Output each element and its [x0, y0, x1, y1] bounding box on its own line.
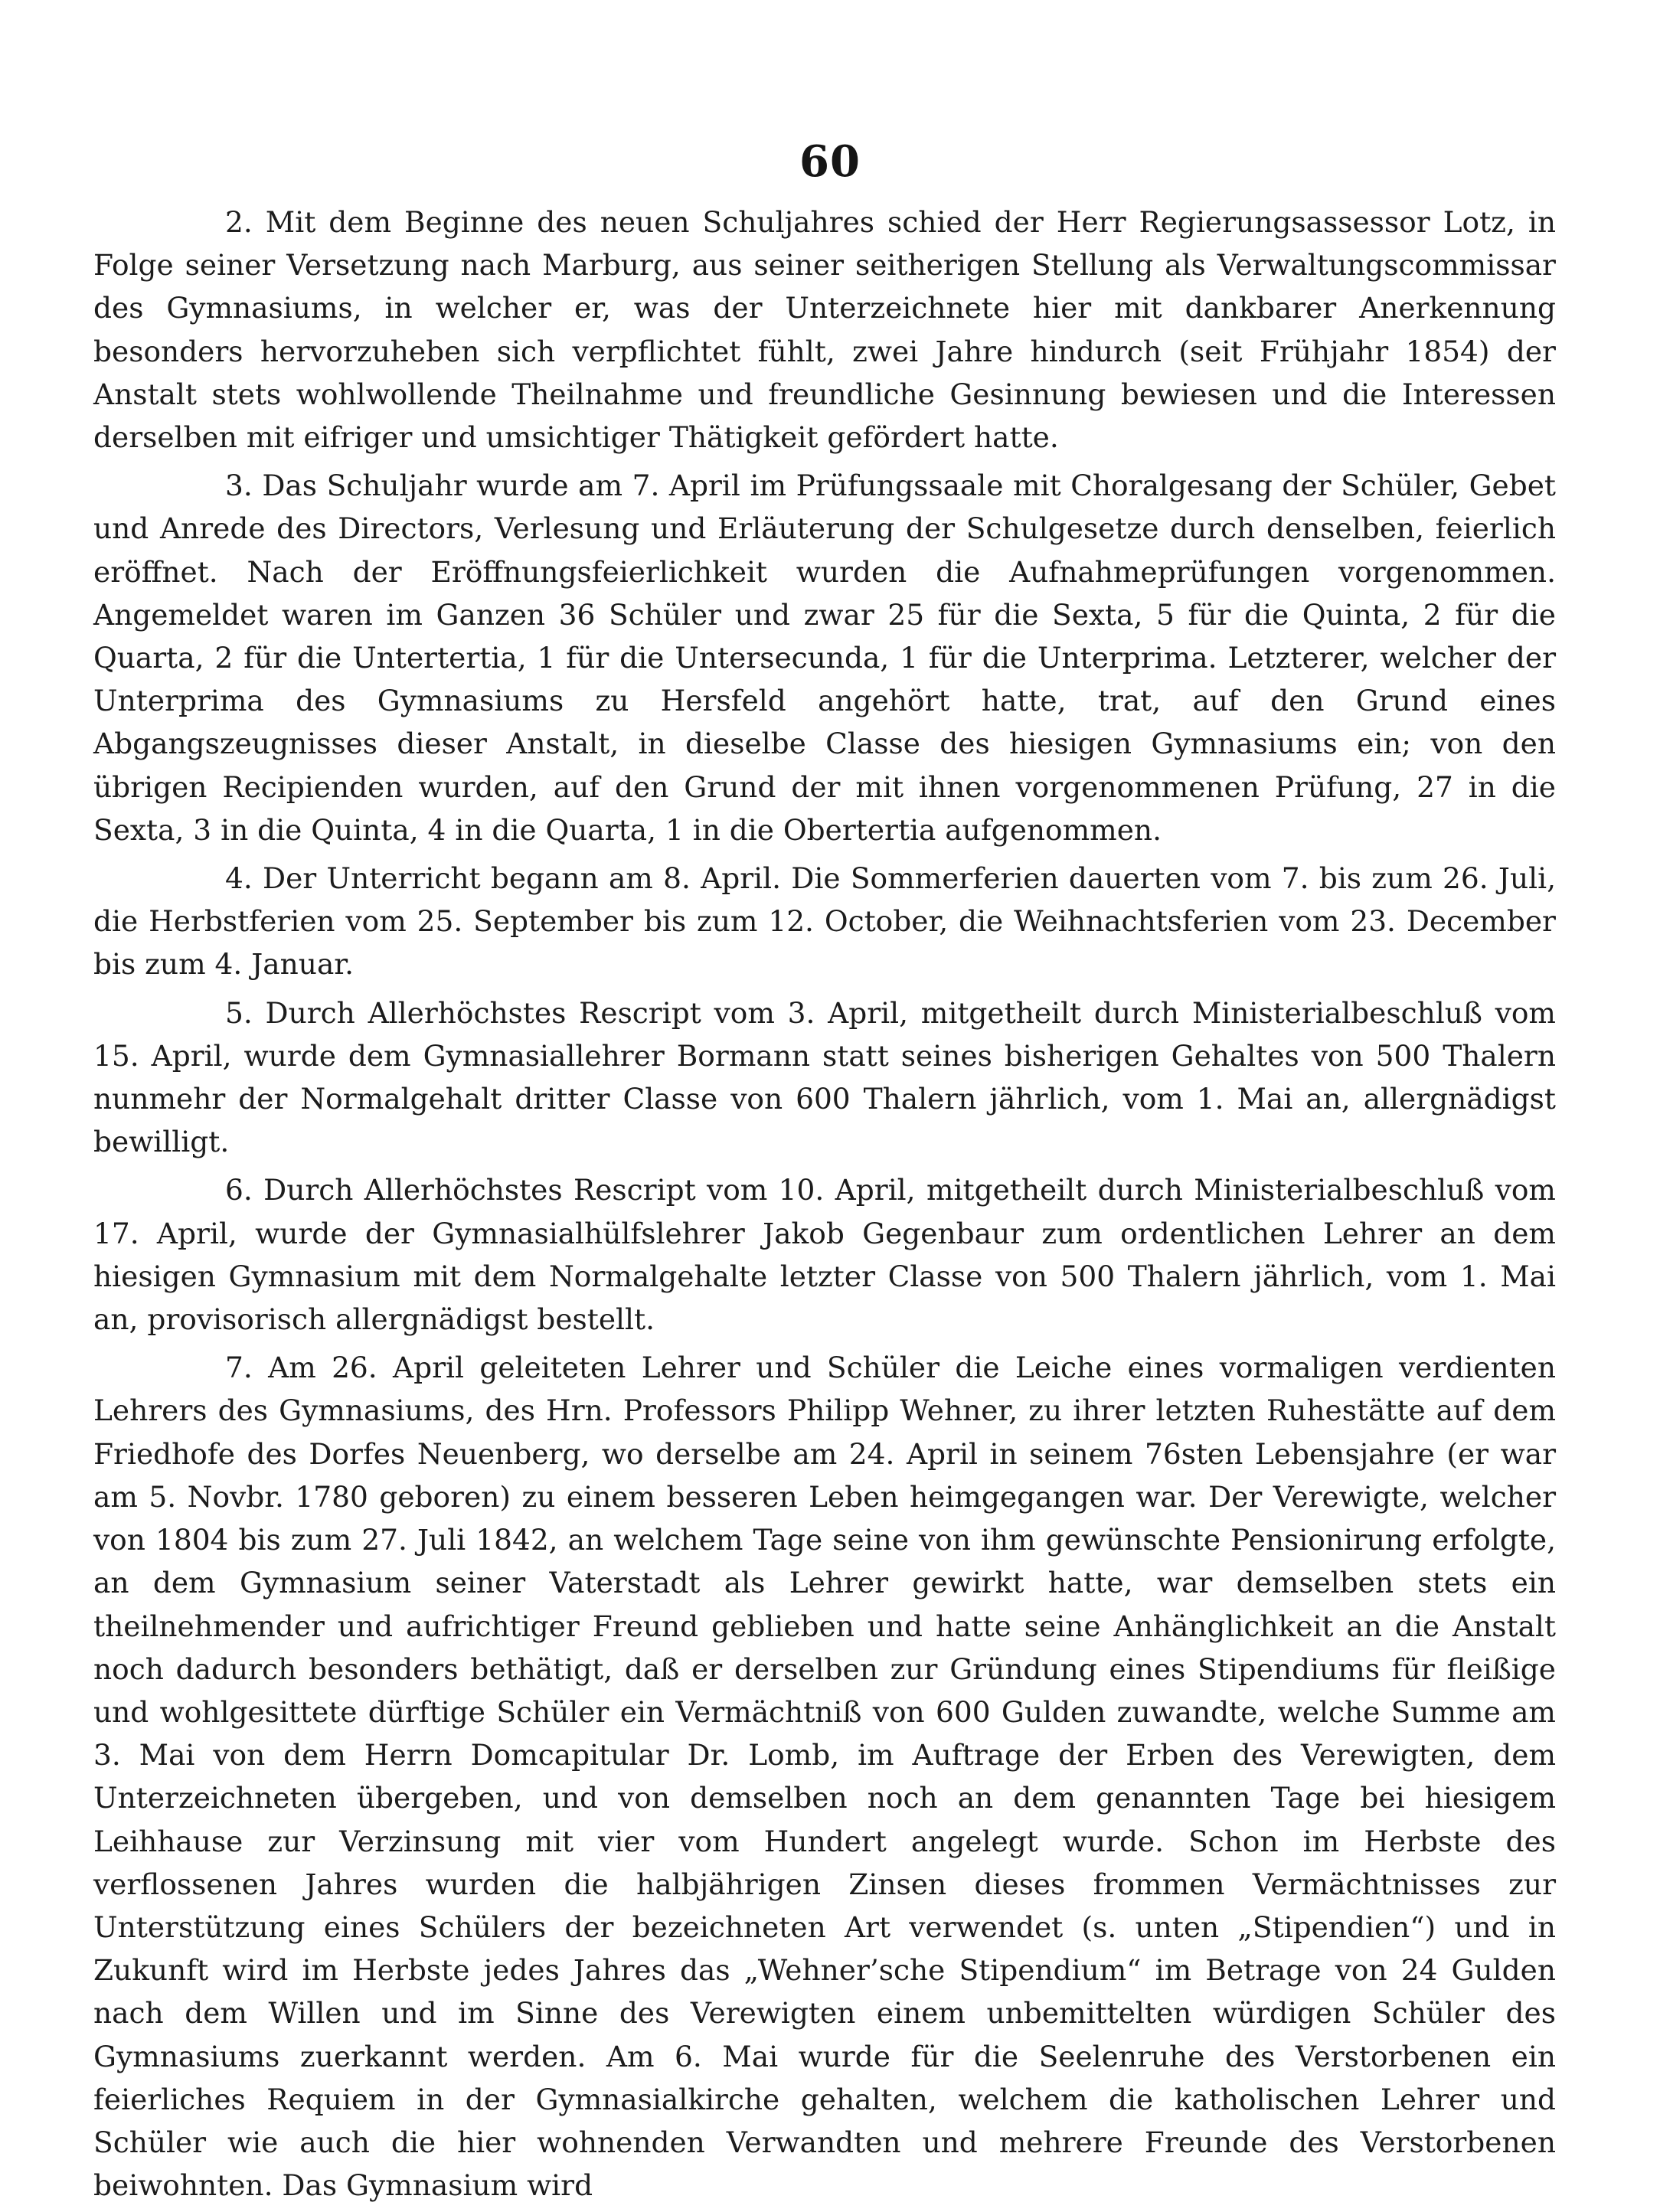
paragraph-text: Mit dem Beginne des neuen Schuljahres schied der Herr Regierungsassessor Lotz, in Folge seiner Versetzung nach Marburg, aus seiner seitherigen Stellung als Verwaltungscommissar des Gymnasiums, in welcher er, was der Unterzeichnete hier mit dankbarer Anerkennung besonders hervorzuheben sich verpflichtet fühlt, zwei Jahre hindurch (seit Frühjahr 1854) der Anstalt stets wohlwollende Theilnahme und freundliche Gesinnung bewiesen und die Interessen derselben mit eifriger und umsichtiger Thätigkeit gefördert hatte.: [93, 205, 1557, 455]
paragraph-text: Das Schuljahr wurde am 7. April im Prüfungssaale mit Choralgesang der Schüler, Gebet und Anrede des Directors, Verlesung und Erläuterung der Schulgesetze durch denselben, feierlich eröffnet. Nach der Eröffnungsfeierlichkeit wurden die Aufnahmeprüfungen vorgenommen. Angemeldet waren im Ganzen 36 Schüler und zwar 25 für die Sexta, 5 für die Quinta, 2 für die Quarta, 2 für die Untertertia, 1 für die Untersecunda, 1 für die Unterprima. Letzterer, welcher der Unterprima des Gymnasiums zu Hersfeld angehört hatte, trat, auf den Grund eines Abgangszeugnisses dieser Anstalt, in dieselbe Classe des hiesigen Gymnasiums ein; von den übrigen Recipienden wurden, auf den Grund der mit ihnen vorgenommenen Prüfung, 27 in die Sexta, 3 in die Quinta, 4 in die Quarta, 1 in die Obertertia aufgenommen.: [93, 469, 1556, 847]
paragraph-7: [93, 1346, 1556, 2207]
paragraph-number: 3.: [225, 469, 253, 503]
paragraph-number: 6.: [225, 1173, 253, 1207]
paragraph-6: [93, 1168, 1556, 1341]
paragraph-number: 4.: [225, 861, 253, 896]
paragraph-number: 7.: [225, 1351, 253, 1385]
paragraph-text: Der Unterricht begann am 8. April. Die Sommerferien dauerten vom 7. bis zum 26. Juli, die Herbstferien vom 25. September bis zum 12. October, die Weihnachtsferien vom 23. December bis zum 4. Januar.: [93, 861, 1557, 982]
paragraph-text: Durch Allerhöchstes Rescript vom 10. April, mitgetheilt durch Ministerialbeschluß vom 17. April, wurde der Gymnasialhülfslehrer Jakob Gegenbaur zum ordentlichen Lehrer an dem hiesigen Gymnasium mit dem Normalgehalte letzter Classe von 500 Thalern jährlich, vom 1. Mai an, provisorisch allergnädigst bestellt.: [93, 1173, 1556, 1337]
body-text: [93, 201, 1556, 2212]
paragraph-2: [93, 201, 1556, 459]
paragraph-text: Durch Allerhöchstes Rescript vom 3. April, mitgetheilt durch Ministerialbeschluß vom 15. April, wurde dem Gymnasiallehrer Bormann statt seines bisherigen Gehaltes von 500 Thalern nunmehr der Normalgehalt dritter Classe von 600 Thalern jährlich, vom 1. Mai an, allergnädigst bewilligt.: [93, 995, 1556, 1159]
page-number: 60: [799, 136, 861, 187]
paragraph-5: [93, 992, 1556, 1164]
paragraph-number: 5.: [225, 995, 253, 1030]
paragraph-text: Am 26. April geleiteten Lehrer und Schüler die Leiche eines vormaligen verdienten Lehrers des Gymnasiums, des Hrn. Professors Philipp Wehner, zu ihrer letzten Ruhestätte auf dem Friedhofe des Dorfes Neuenberg, wo derselbe am 24. April in seinem 76sten Lebensjahre (er war am 5. Novbr. 1780 geboren) zu einem besseren Leben heimgegangen war. Der Verewigte, welcher von 1804 bis zum 27. Juli 1842, an welchem Tage seine von ihm gewünschte Pensionirung erfolgte, an dem Gymnasium seiner Vaterstadt als Lehrer gewirkt hatte, war demselben stets ein theilnehmender und aufrichtiger Freund geblieben und hatte seine Anhänglichkeit an die Anstalt noch dadurch besonders bethätigt, daß er derselben zur Gründung eines Stipendiums für fleißige und wohlgesittete dürftige Schüler ein Vermächtniß von 600 Gulden zuwandte, welche Summe am 3. Mai von dem Herrn Domcapitular Dr. Lomb, im Auftrage der Erben des Verewigten, dem Unterzeichneten übergeben, und von demselben noch an dem genannten Tage bei hiesigem Leihhause zur Verzinsung mit vier vom Hundert angelegt wurde. Schon im Herbste des verflossenen Jahres wurden die halbjährigen Zinsen dieses frommen Vermächtnisses zur Unterstützung eines Schülers der bezeichneten Art verwendet (s. unten „Stipendien“) und in Zukunft wird im Herbste jedes Jahres das „Wehner’sche Stipendium“ im Betrage von 24 Gulden nach dem Willen und im Sinne des Verewigten einem unbemittelten würdigen Schüler des Gymnasiums zuerkannt werden. Am 6. Mai wurde für die Seelenruhe des Verstorbenen ein feierliches Requiem in der Gymnasialkirche gehalten, welchem die katholischen Lehrer und Schüler wie auch die hier wohnenden Verwandten und mehrere Freunde des Verstorbenen beiwohnten. Das Gymnasium wird: [93, 1351, 1557, 2203]
paragraph-4: [93, 857, 1556, 986]
paragraph-number: 2.: [225, 205, 253, 239]
paragraph-3: [93, 464, 1556, 851]
